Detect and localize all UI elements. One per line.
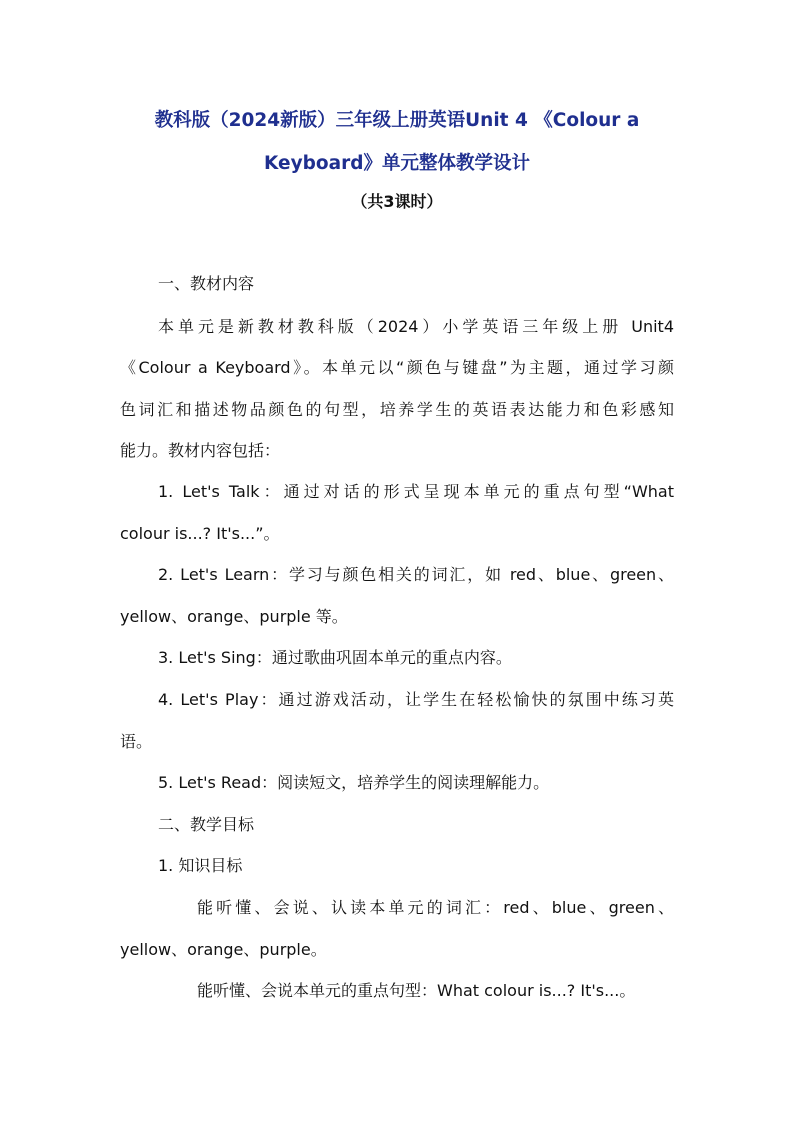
list-item-lets-read: 5. Let's Read：阅读短文，培养学生的阅读理解能力。 xyxy=(158,773,550,792)
paragraph-line: 色词汇和描述物品颜色的句型，培养学生的英语表达能力和色彩感知 xyxy=(120,400,674,419)
paragraph-line: 能力。教材内容包括： xyxy=(120,441,281,460)
paragraph-line: 能听懂、会说本单元的重点句型：What colour is...? It's...。 xyxy=(197,981,636,1000)
list-item-lets-talk: 1. Let's Talk：通过对话的形式呈现本单元的重点句型“What xyxy=(158,482,674,501)
subheading-knowledge-goals: 1. 知识目标 xyxy=(158,856,243,875)
paragraph-line: 《Colour a Keyboard》。本单元以“颜色与键盘”为主题，通过学习颜 xyxy=(120,358,674,377)
paragraph-line: yellow、orange、purple。 xyxy=(120,940,327,959)
list-item-lets-sing: 3. Let's Sing：通过歌曲巩固本单元的重点内容。 xyxy=(158,648,512,667)
list-item-lets-talk-continued: colour is...? It's...”。 xyxy=(120,524,280,543)
paragraph-line: 本单元是新教材教科版（2024）小学英语三年级上册 Unit4 xyxy=(158,317,674,336)
list-item-lets-learn: 2. Let's Learn：学习与颜色相关的词汇，如 red、blue、green、 xyxy=(158,565,674,584)
document-title-line-2: Keyboard》单元整体教学设计 xyxy=(264,153,530,174)
section-heading-objectives: 二、教学目标 xyxy=(158,815,255,834)
section-heading-materials: 一、教材内容 xyxy=(158,274,255,293)
list-item-lets-play-continued: 语。 xyxy=(120,732,153,751)
document-subtitle: （共3课时） xyxy=(351,192,443,211)
list-item-lets-play: 4. Let's Play：通过游戏活动，让学生在轻松愉快的氛围中练习英 xyxy=(158,690,674,709)
list-item-lets-learn-continued: yellow、orange、purple 等。 xyxy=(120,607,348,626)
paragraph-line: 能听懂、会说、认读本单元的词汇：red、blue、green、 xyxy=(197,898,674,917)
document-title-line-1: 教科版（2024新版）三年级上册英语Unit 4 《Colour a xyxy=(154,110,640,131)
